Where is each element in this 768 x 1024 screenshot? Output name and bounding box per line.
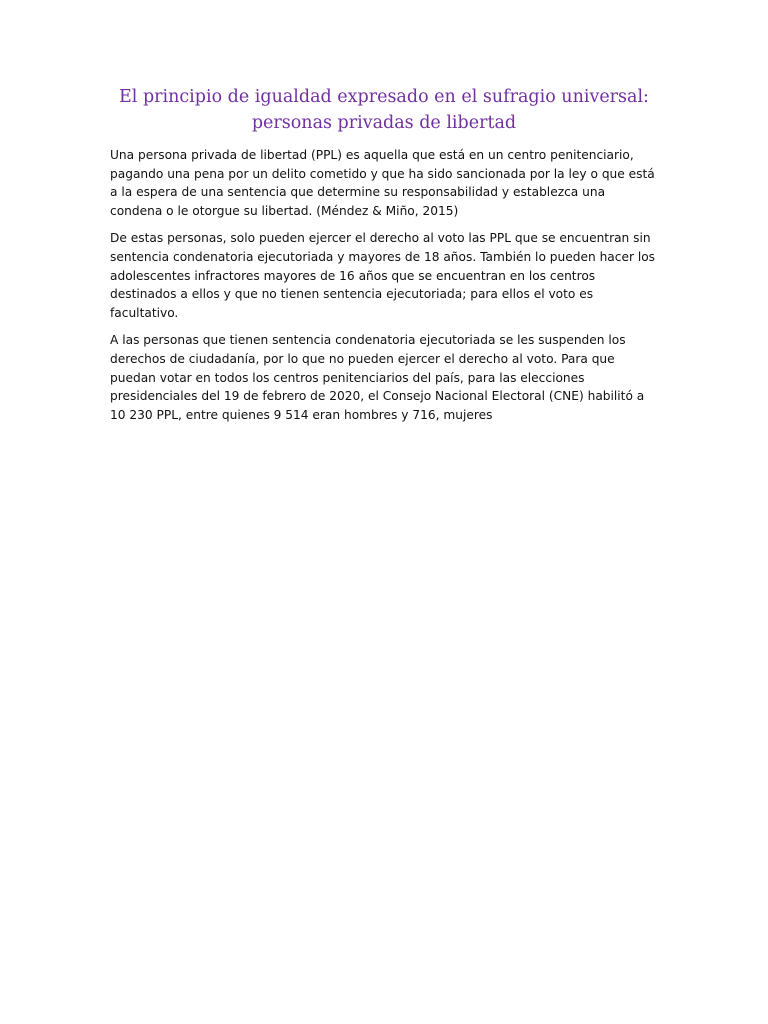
- document-page: [110, 84, 658, 433]
- paragraph-definition: Una persona privada de libertad (PPL) es aquella que está en un centro penitenciario, pagando una pena por un delito cometido y que ha sido sancionada por la ley o que está a la espera de una sentencia que determine su responsabilidad y establezca una condena o le otorgue su libertad. (Méndez & Miño, 2015): [110, 148, 655, 218]
- title-line-2: personas privadas de libertad: [251, 113, 517, 133]
- paragraph-suspension: A las personas que tienen sentencia condenatoria ejecutoriada se les suspenden los derechos de ciudadanía, por lo que no pueden ejercer el derecho al voto. Para que puedan votar en todos los centros penitenciarios del país, para las elecciones presidenciales del 19 de febrero de 2020, el Consejo Nacional Electoral (CNE) habilitó a 10 230 PPL, entre quienes 9 514 eran hombres y 716, mujeres: [110, 333, 645, 422]
- paragraph-voting-rights: De estas personas, solo pueden ejercer el derecho al voto las PPL que se encuentran sin sentencia condenatoria ejecutoriada y mayores de 18 años. También lo pueden hacer los adolescentes infractores mayores de 16 años que se encuentran en los centros destinados a ellos y que no tienen sentencia ejecutoriada; para ellos el voto es facultativo.: [110, 231, 656, 320]
- document-title: [110, 84, 658, 136]
- title-line-1: El principio de igualdad expresado en el sufragio universal:: [119, 87, 649, 107]
